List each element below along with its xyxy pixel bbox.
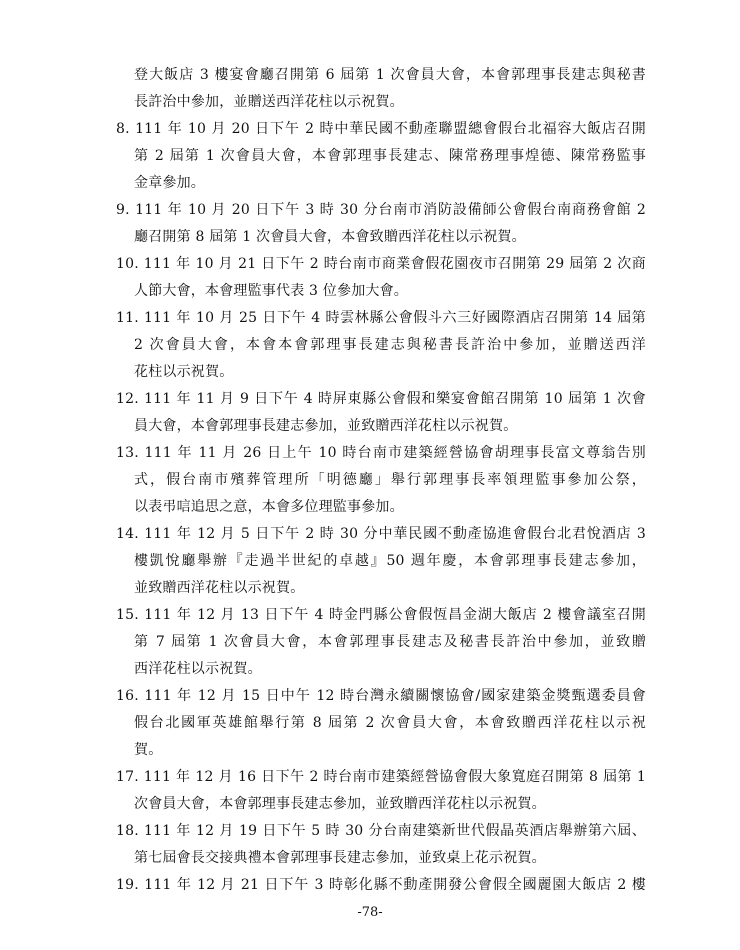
text-line: 員大會，本會郭理事長建志參加，並致贈西洋花柱以示祝賀。 [134, 418, 518, 434]
text-line: 2 次會員大會，本會本會郭理事長建志與秘書長許治中參加，並贈送西洋 [134, 337, 646, 353]
text-line: 16. 111 年 12 月 15 日中午 12 時台灣永續關懷協會/國家建築金獎甄選委員會 [116, 688, 646, 704]
text-line: 18. 111 年 12 月 19 日下午 5 時 30 分台南建築新世代假晶英酒店舉辦第六屆、 [116, 823, 646, 839]
text-line: 10. 111 年 10 月 21 日下午 2 時台南市商業會假花園夜市召開第 29 屆第 2 次商 [116, 256, 646, 272]
list-item-11 [116, 305, 646, 386]
list-item-17 [116, 764, 646, 818]
document-body [116, 62, 646, 899]
list-item-10 [116, 251, 646, 305]
text-line: 12. 111 年 11 月 9 日下午 4 時屏東縣公會假和樂宴會館召開第 10 屆第 1 次會 [116, 391, 646, 407]
list-item-15 [116, 602, 646, 683]
text-line: 假台北國軍英雄館舉行第 8 屆第 2 次會員大會，本會致贈西洋花柱以示祝 [134, 715, 646, 731]
text-line: 登大飯店 3 樓宴會廳召開第 6 屆第 1 次會員大會，本會郭理事長建志與秘書 [134, 67, 646, 83]
text-line: 19. 111 年 12 月 21 日下午 3 時彰化縣不動產開發公會假全國麗園大飯店 2 樓 [116, 877, 646, 893]
text-line: 金章參加。 [134, 175, 205, 191]
text-line: 14. 111 年 12 月 5 日下午 2 時 30 分中華民國不動產協進會假台北君悅酒店 3 [116, 526, 646, 542]
text-line: 西洋花柱以示祝賀。 [134, 661, 262, 677]
paragraph-continued [116, 62, 646, 116]
list-item-16 [116, 683, 646, 764]
list-item-8 [116, 116, 646, 197]
text-line: 17. 111 年 12 月 16 日下午 2 時台南市建築經營協會假大象寬庭召開第 8 屆第 1 [116, 769, 646, 785]
text-line: 15. 111 年 12 月 13 日下午 4 時金門縣公會假恆昌金湖大飯店 2 樓會議室召開 [116, 607, 646, 623]
text-line: 並致贈西洋花柱以示祝賀。 [134, 580, 305, 596]
text-line: 廳召開第 8 屆第 1 次會員大會，本會致贈西洋花柱以示祝賀。 [134, 229, 526, 245]
list-item-13 [116, 440, 646, 521]
list-item-12 [116, 386, 646, 440]
list-item-18 [116, 818, 646, 872]
page-number: -78- [357, 905, 383, 920]
list-item-9 [116, 197, 646, 251]
text-line: 花柱以示祝賀。 [134, 364, 234, 380]
text-line: 樓凱悅廳舉辦『走過半世紀的卓越』50 週年慶，本會郭理事長建志參加， [134, 553, 646, 569]
text-line: 第 2 屆第 1 次會員大會，本會郭理事長建志、陳常務理事煌德、陳常務監事 [134, 148, 646, 164]
list-item-14 [116, 521, 646, 602]
text-line: 次會員大會，本會郭理事長建志參加，並致贈西洋花柱以示祝賀。 [134, 796, 546, 812]
text-line: 第七屆會長交接典禮本會郭理事長建志參加，並致桌上花示祝賀。 [134, 850, 546, 866]
text-line: 13. 111 年 11 月 26 日上午 10 時台南市建築經營協會胡理事長富文尊翁告別 [116, 445, 646, 461]
text-line: 第 7 屆第 1 次會員大會，本會郭理事長建志及秘書長許治中參加，並致贈 [134, 634, 646, 650]
text-line: 以表弔唁追思之意，本會多位理監事參加。 [134, 499, 404, 515]
text-line: 11. 111 年 10 月 25 日下午 4 時雲林縣公會假斗六三好國際酒店召開第 14 屆第 [116, 310, 646, 326]
text-line: 9. 111 年 10 月 20 日下午 3 時 30 分台南市消防設備師公會假台南商務會館 2 [116, 202, 646, 218]
text-line: 人節大會，本會理監事代表 3 位參加大會。 [134, 283, 409, 299]
text-line: 賀。 [134, 742, 163, 758]
text-line: 長許治中參加，並贈送西洋花柱以示祝賀。 [134, 94, 404, 110]
text-line: 8. 111 年 10 月 20 日下午 2 時中華民國不動產聯盟總會假台北福容大飯店召開 [116, 121, 646, 137]
list-item-19 [116, 872, 646, 899]
text-line: 式，假台南市殯葬管理所「明德廳」舉行郭理事長率領理監事參加公祭， [134, 472, 646, 488]
